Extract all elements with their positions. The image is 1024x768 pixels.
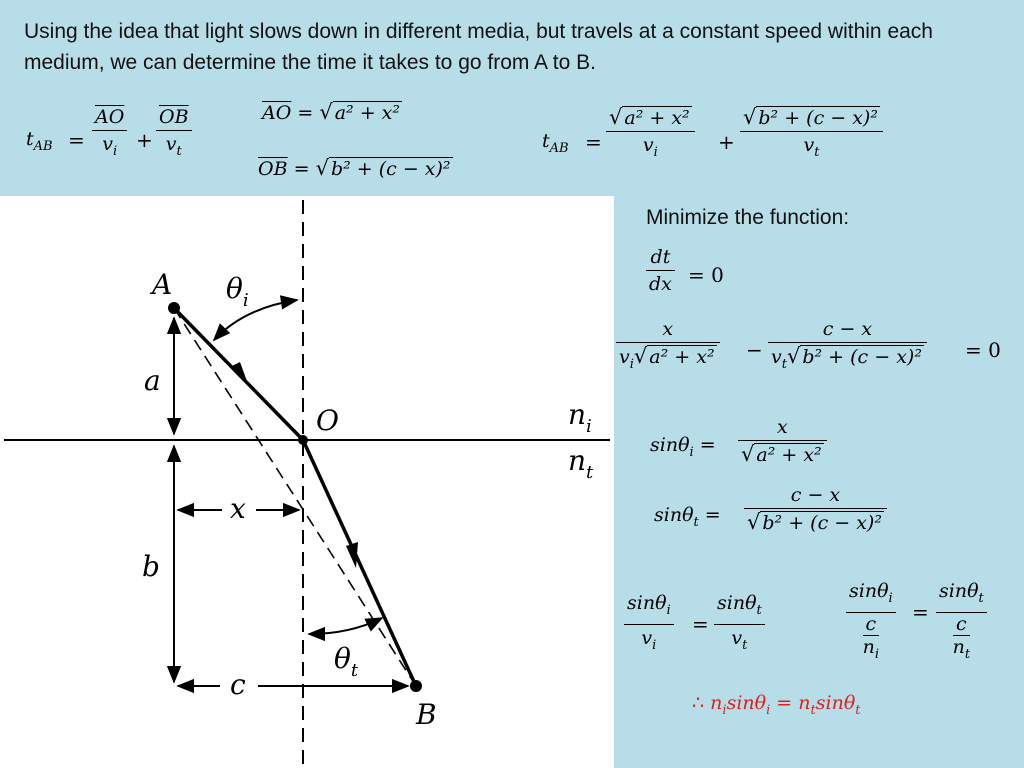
ao-radicand: a² + x² [649, 346, 715, 368]
tab-left-label [26, 128, 53, 154]
c-symbol: c [956, 612, 967, 635]
sin-t-num [714, 590, 765, 624]
sin-theta-text: sinθ [717, 592, 757, 614]
theta-i-arc [214, 300, 297, 340]
zero-value: 0 [711, 263, 724, 287]
theta-t-arc [309, 618, 382, 634]
c-minus-x: c − x [790, 484, 841, 506]
sin-theta-t: sinθ$_t$ = [654, 504, 721, 530]
ob-radicand: b² + (c − x)² [802, 346, 922, 368]
t-subscript: t [756, 602, 762, 618]
frac-deriv-left [616, 316, 720, 378]
sqrt-icon: √ [741, 442, 755, 466]
label-n-i [568, 398, 592, 437]
snells-law-conclusion: ∴ $n_i\sin\theta_i = n_t\sin\theta_t$ [692, 692, 861, 718]
i-subscript: i [586, 416, 592, 437]
frac-dt-dx [646, 244, 675, 297]
refracted-arrowhead [346, 542, 358, 568]
v-letter: v [803, 134, 815, 156]
equals-4: = [912, 600, 929, 624]
equals-3: = [692, 612, 709, 636]
sqrt-icon: √ [743, 105, 757, 129]
i-subscript: i [874, 646, 880, 662]
label-x-length: x [230, 492, 246, 525]
ab-subscript: AB [33, 138, 53, 154]
i-subscript: i [629, 356, 634, 372]
x-symbol: x [776, 416, 788, 438]
incident-arrowhead [230, 362, 248, 384]
i-subscript: i [112, 143, 118, 159]
sin-theta-text: sinθ [627, 592, 667, 614]
ao-segment: $\overline{AO}$ [95, 106, 125, 128]
ob-segment: $\overline{OB}$ [159, 106, 189, 128]
frac-ao-vi [92, 104, 127, 165]
frac-ob-expanded [740, 104, 883, 166]
sqrt-icon: √ [633, 344, 648, 368]
sqrt-icon: √ [786, 344, 801, 368]
i-subscript: i [888, 590, 893, 606]
sqrt-icon: √ [315, 156, 329, 180]
frac-ao-expanded [606, 104, 695, 166]
ob-radicand: b² + (c − x)² [758, 107, 878, 129]
minus-sign: − [746, 338, 763, 362]
i-subscript: i [689, 444, 694, 460]
n-letter: n [710, 692, 723, 714]
zero-value: 0 [988, 338, 1001, 362]
numerator [606, 104, 695, 131]
point-o [298, 435, 308, 445]
v-letter: v [102, 133, 113, 155]
v-letter: v [165, 133, 177, 155]
equals-zero-2: = 0 [965, 338, 1001, 362]
point-a [168, 302, 180, 314]
sin-i-den [738, 441, 827, 468]
frac-sin-t [744, 482, 887, 536]
nt-symbol [953, 635, 970, 666]
t-subscript: t [350, 660, 359, 681]
dx-symbol: dx [649, 273, 672, 295]
ao-radicand: a² + x² [756, 444, 822, 466]
n-letter: n [798, 692, 811, 714]
c-minus-x: c − x [822, 318, 873, 340]
tab-right-label [542, 130, 569, 156]
c-over-ni [860, 613, 882, 666]
sin-theta-text: sinθ [939, 580, 979, 602]
equals-2: = [585, 130, 602, 154]
i-subscript: i [652, 637, 657, 653]
t-subscript: t [855, 702, 861, 718]
ni-symbol [863, 635, 879, 666]
equals-zero-1: = 0 [688, 263, 724, 287]
ao-definition: $\overline{AO}$ = √ a² + x² [262, 100, 400, 124]
minimize-label: Minimize the function: [646, 206, 850, 229]
numerator [740, 104, 883, 131]
ob-radicand: b² + (c − x)² [330, 158, 451, 180]
deriv-right-den [768, 343, 927, 378]
t-subscript: t [176, 143, 182, 159]
theta-letter: θ [226, 272, 243, 305]
ob-definition: $\overline{OB}$ = √ b² + (c − x)² [258, 156, 451, 180]
sin-i-num [624, 590, 674, 624]
vt-symbol [163, 131, 185, 165]
n-letter: n [952, 635, 965, 658]
frac-sin-i-cn [846, 578, 896, 666]
t-subscript: t [814, 144, 820, 160]
i-subscript: i [766, 702, 771, 718]
v-letter: v [731, 626, 743, 649]
ao-radicand: a² + x² [334, 102, 400, 124]
v-letter: v [641, 626, 653, 649]
v-letter: v [642, 134, 654, 156]
ob-radicand: b² + (c − x)² [762, 512, 882, 534]
label-theta-i [226, 272, 249, 311]
frac-sin-i-vi [624, 590, 674, 659]
frac-sin-t-vt [714, 590, 765, 659]
sin-theta-text: sinθ [849, 580, 889, 602]
x-symbol: x [662, 318, 674, 340]
t-symbol: t [26, 128, 34, 150]
t-subscript: t [964, 646, 971, 662]
dt-symbol: dt [650, 246, 671, 268]
n-letter: n [568, 444, 587, 477]
sqrt-icon: √ [747, 510, 761, 534]
v-letter: v [771, 346, 782, 368]
frac-deriv-right [768, 316, 927, 378]
frac-sin-i [738, 414, 827, 468]
v-letter: v [619, 346, 630, 368]
c-over-nt [950, 613, 973, 666]
t-subscript: t [586, 462, 594, 483]
i-subscript: i [653, 144, 658, 160]
i-subscript: i [666, 602, 671, 618]
sin-theta-text: sinθ [654, 504, 694, 526]
sin-theta-text: sinθ [815, 692, 856, 714]
theta-letter: θ [334, 642, 351, 675]
sin-theta-i: sinθ$_i$ = [650, 434, 716, 460]
t-subscript: t [742, 637, 748, 653]
i-subscript: i [722, 702, 727, 718]
vi-symbol [640, 132, 661, 166]
c-symbol: c [865, 612, 877, 635]
plus-2: + [718, 130, 735, 154]
frac-ob-vt [156, 104, 192, 165]
label-b-point: B [416, 698, 437, 731]
point-b [410, 680, 422, 692]
vt-symbol [801, 132, 823, 166]
label-theta-t [334, 642, 359, 681]
refraction-diagram [0, 196, 614, 768]
vi-symbol [99, 131, 120, 165]
label-b-length: b [142, 550, 160, 583]
straight-path-ab [174, 308, 416, 686]
n-letter: n [568, 398, 587, 431]
frac-sin-t-cn [936, 578, 987, 666]
t-subscript: t [978, 590, 984, 606]
sqrt-icon: √ [609, 105, 623, 129]
plus-1: + [136, 128, 153, 152]
ao-radicand: a² + x² [624, 107, 690, 129]
i-subscript: i [242, 290, 249, 311]
label-a-point: A [152, 268, 173, 301]
label-o-point: O [316, 404, 339, 437]
t-subscript: t [781, 356, 787, 372]
intro-text: Using the idea that light slows down in different media, but travels at a constant speed within each medium, we can determine the time it takes to go from A to B. [24, 20, 933, 74]
vi-symbol [638, 625, 659, 659]
t-subscript: t [810, 702, 816, 718]
ao-segment: $\overline{AO}$ [262, 102, 292, 124]
sin-i-num [846, 578, 896, 612]
t-symbol: t [542, 130, 550, 152]
therefore-icon: ∴ [692, 692, 705, 714]
deriv-left-den [616, 343, 720, 378]
label-c-length: c [230, 668, 246, 701]
sin-theta-text: sinθ [650, 434, 690, 456]
n-letter: n [862, 635, 875, 658]
label-n-t [568, 444, 594, 483]
sin-t-num [936, 578, 987, 612]
sin-t-den [744, 509, 887, 536]
sin-theta-text: sinθ [726, 692, 767, 714]
ab-subscript: AB [549, 140, 569, 156]
vt-symbol [728, 625, 750, 659]
sqrt-icon: √ [319, 100, 333, 124]
equals-1: = [68, 128, 85, 152]
refracted-ray [303, 440, 416, 686]
t-subscript: t [693, 514, 699, 530]
ob-segment: $\overline{OB}$ [258, 158, 288, 180]
label-a-length: a [144, 364, 161, 397]
